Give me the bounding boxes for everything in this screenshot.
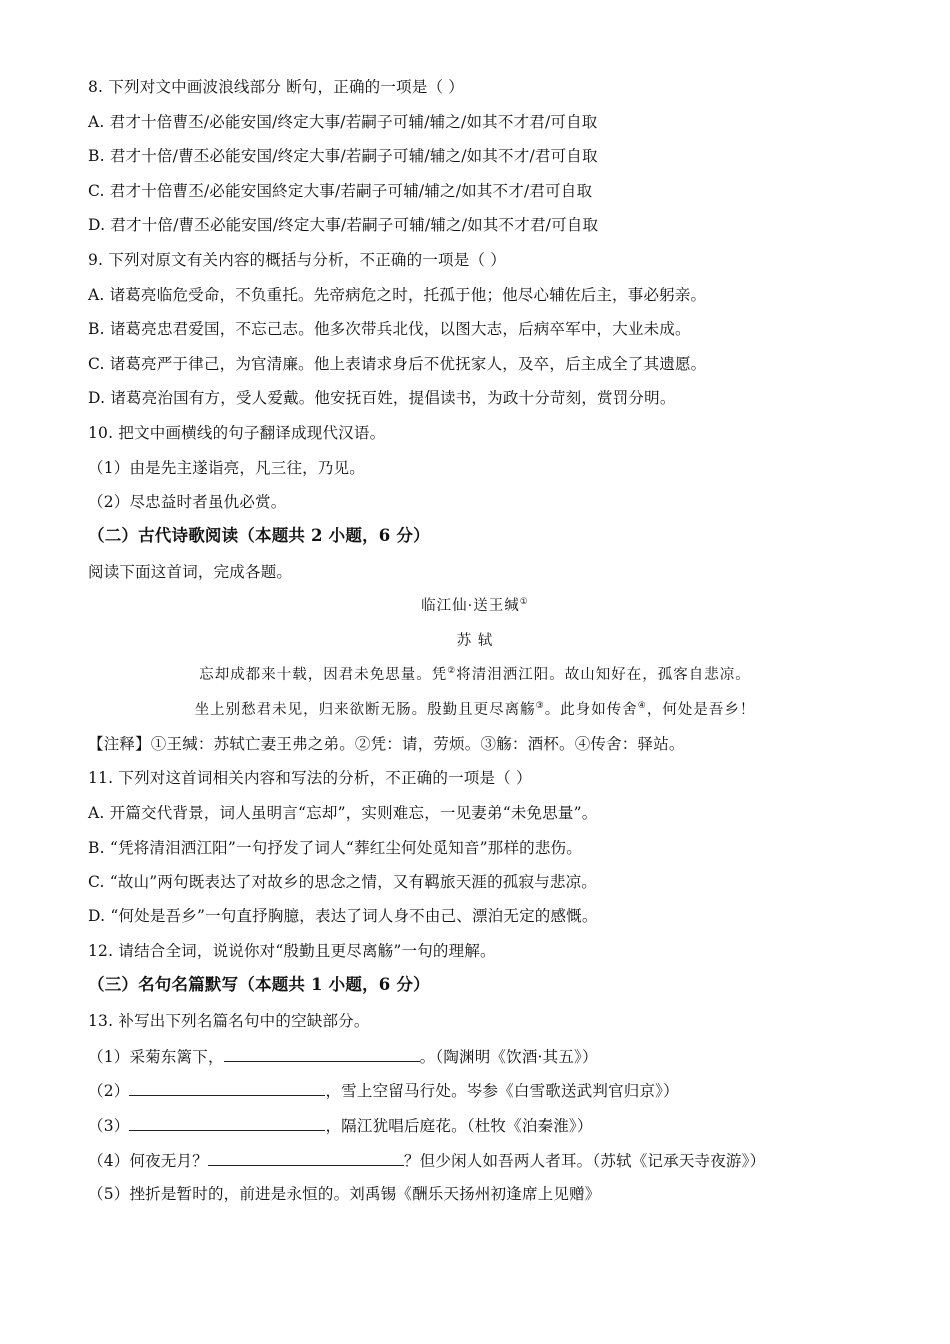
- poem-line-2-a: 坐上别愁君未见，归来欲断无肠。殷勤且更尽离觞: [194, 702, 536, 718]
- q9-option-b: B. 诸葛亮忠君爱国，不忘己志。他多次带兵北伐，以图大志，后病卒军中，大业未成。: [88, 320, 691, 338]
- poem-note-2: ②: [447, 666, 457, 677]
- q9-option-c: C. 诸葛亮严于律己，为官清廉。他上表请求身后不优抚家人，及卒，后主成全了其遗愿。: [88, 355, 707, 373]
- answer-blank-3[interactable]: [129, 1115, 325, 1131]
- section2-intro: 阅读下面这首词，完成各题。: [88, 563, 293, 581]
- poem-line-2: [0, 700, 950, 720]
- answer-blank-2[interactable]: [129, 1080, 325, 1096]
- q8-option-a: A. 君才十倍曹丕/必能安国/终定大事/若嗣子可辅/辅之/如其不才君/可自取: [88, 113, 598, 131]
- poem-title-note: ①: [519, 597, 529, 608]
- q13-item-3-post: ，隔江犹唱后庭花。（杜牧《泊秦淮》）: [325, 1117, 593, 1135]
- poem-title: [0, 596, 950, 616]
- poem-line-1-b: 将清泪洒江阳。故山知好在，孤客自悲凉。: [456, 667, 751, 683]
- q8-option-b: B. 君才十倍/曹丕必能安国/终定大事/若嗣子可辅/辅之/如其不才/君可自取: [88, 147, 598, 165]
- q13-item-2: [88, 1080, 679, 1101]
- q10-item-2: （2）尽忠益时者虽仇必赏。: [88, 493, 287, 511]
- q8-option-d: D. 君才十倍/曹丕必能安国/终定大事/若嗣子可辅/辅之/如其不才君/可自取: [88, 216, 599, 234]
- poem-title-text: 临江仙·送王缄: [421, 598, 520, 614]
- q13-stem: 13. 补写出下列名篇名句中的空缺部分。: [88, 1012, 370, 1030]
- q13-item-1-post: 。（陶渊明《饮酒·其五》）: [419, 1048, 598, 1066]
- poem-line-2-c: ，何处是吾乡！: [646, 702, 756, 718]
- q8-stem: 8. 下列对文中画波浪线部分 断句，正确的一项是（ ）: [88, 78, 464, 96]
- q13-item-5: （5）挫折是暂时的，前进是永恒的。刘禹锡《酬乐天扬州初逢席上见赠》: [88, 1185, 601, 1203]
- section2-title: （二）古代诗歌阅读（本题共 2 小题，6 分）: [88, 526, 430, 545]
- q13-item-4: [88, 1150, 765, 1171]
- q12-stem: 12. 请结合全词，说说你对“殷勤且更尽离觞”一句的理解。: [88, 942, 496, 960]
- q11-stem: 11. 下列对这首词相关内容和写法的分析，不正确的一项是（ ）: [88, 769, 532, 787]
- poem-line-2-b: 。此身如传舍: [544, 702, 638, 718]
- poem-note-4: ④: [637, 701, 647, 712]
- q11-option-c: C. “故山”两句既表达了对故乡的思念之情，又有羁旅天涯的孤寂与悲凉。: [88, 873, 598, 891]
- q13-item-2-pre: （2）: [88, 1082, 130, 1100]
- q13-item-1: [88, 1046, 598, 1067]
- q10-item-1: （1）由是先主遂诣亮，凡三往，乃见。: [88, 459, 365, 477]
- section3-title: （三）名句名篇默写（本题共 1 小题，6 分）: [88, 975, 430, 994]
- q13-item-2-post: ，雪上空留马行处。岑参《白雪歌送武判官归京》）: [325, 1082, 679, 1100]
- poem-author: 苏 轼: [456, 633, 494, 649]
- q13-item-3: [88, 1115, 593, 1136]
- q13-item-1-pre: （1）采菊东篱下，: [88, 1048, 224, 1066]
- q9-stem: 9. 下列对原文有关内容的概括与分析，不正确的一项是（ ）: [88, 251, 506, 269]
- answer-blank-1[interactable]: [224, 1046, 420, 1062]
- q11-option-d: D. “何处是吾乡”一句直抒胸臆，表达了词人身不由己、漂泊无定的感慨。: [88, 907, 598, 925]
- poem-line-1-a: 忘却成都来十载，因君未免思量。凭: [199, 667, 448, 683]
- q13-item-4-pre: （4）何夜无月？: [88, 1152, 208, 1170]
- q13-item-3-pre: （3）: [88, 1117, 130, 1135]
- q8-option-c: C. 君才十倍曹丕/必能安国終定大事/若嗣子可辅/辅之/如其不才/君可自取: [88, 182, 593, 200]
- q13-item-4-post: ？但少闲人如吾两人者耳。（苏轼《记承天寺夜游》）: [403, 1152, 766, 1170]
- q11-option-b: B. “凭将清泪洒江阳”一句抒发了词人“葬红尘何处觅知音”那样的悲伤。: [88, 839, 582, 857]
- q10-stem: 10. 把文中画横线的句子翻译成现代汉语。: [88, 424, 386, 442]
- answer-blank-4[interactable]: [208, 1150, 404, 1166]
- poem-notes: 【注释】①王缄：苏轼亡妻王弗之弟。②凭：请，劳烦。③觞：酒杯。④传舍：驿站。: [88, 735, 685, 753]
- poem-line-1: [0, 665, 950, 685]
- q9-option-a: A. 诸葛亮临危受命，不负重托。先帝病危之时，托孤于他；他尽心辅佐后主，事必躬亲。: [88, 286, 707, 304]
- poem-note-3: ③: [535, 701, 545, 712]
- q9-option-d: D. 诸葛亮治国有方，受人爱戴。他安抚百姓，提倡读书，为政十分苛刻，赏罚分明。: [88, 389, 676, 407]
- q11-option-a: A. 开篇交代背景，词人虽明言“忘却”，实则难忘，一见妻弟“未免思量”。: [88, 804, 598, 822]
